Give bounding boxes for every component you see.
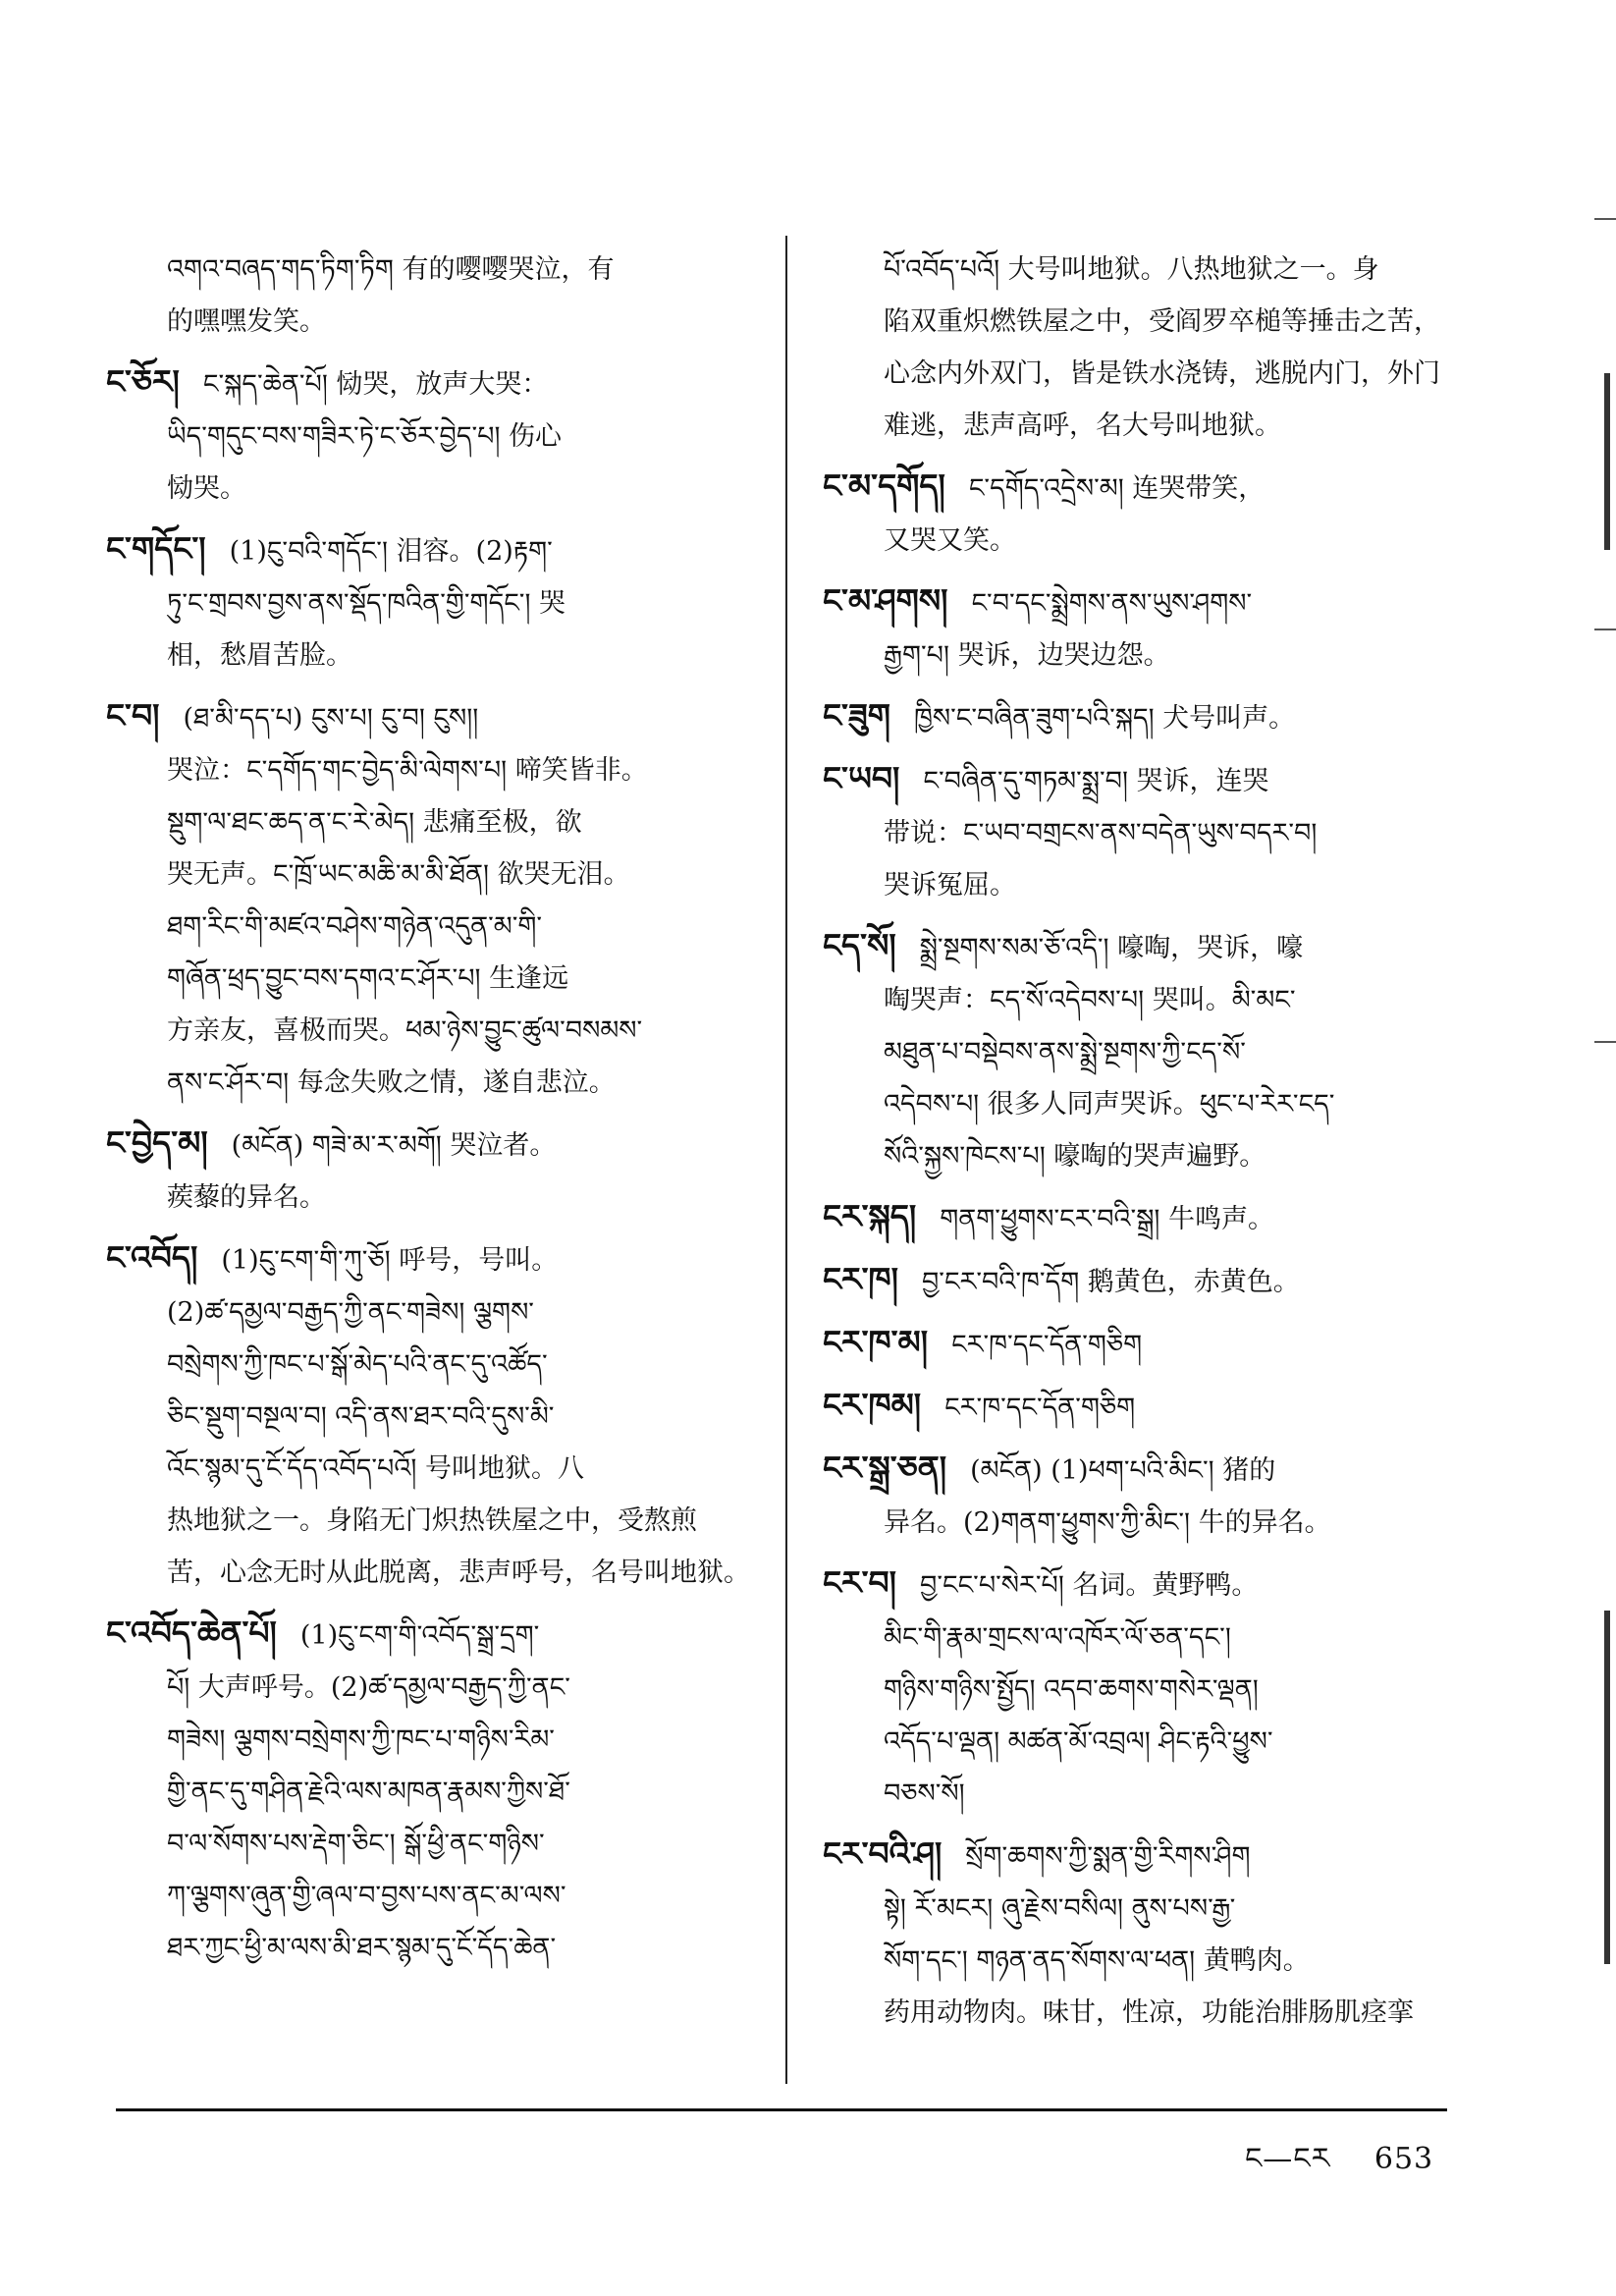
definition-line: བྱ་ངང་པ་སེར་པོ། 名词。黄野鸭。 <box>920 1570 1259 1601</box>
definition-line: གཞོན་ཕྲད་བྱུང་བས་དགའ་ང་ཤོར་པ། 生逢远 <box>167 963 569 994</box>
column-divider <box>785 236 787 2084</box>
definition-line: གནག་ཕྱུགས་ངར་བའི་སྒྲ། 牛鸣声。 <box>940 1204 1275 1234</box>
definition-line: 又哭又笑。 <box>884 525 1016 556</box>
headword: ངར་སྐད། <box>823 1197 917 1235</box>
definition-line: སྨྲེ་སྔགས་སམ་ཅོ་འདི་། 嚎啕，哭诉，嚎 <box>919 933 1304 963</box>
dictionary-entry <box>823 460 1461 567</box>
definition-line: ང་དགོད་འདྲེས་མ། 连哭带笑， <box>968 473 1266 504</box>
dictionary-entry <box>106 1117 754 1224</box>
definition-line: 陷双重炽燃铁屋之中，受阎罗卒槌等捶击之苦， <box>884 306 1440 337</box>
dictionary-entry <box>823 1190 1461 1245</box>
dictionary-entry <box>823 1557 1461 1820</box>
definition-line: མཐུན་པ་བསྡེབས་ནས་སྨྲེ་སྔགས་ཀྱི་ངད་སོ་ <box>884 1037 1246 1067</box>
definition-line: འདེབས་པ། 很多人同声哭诉。ཕུང་པ་རེར་ངད་ <box>884 1089 1335 1120</box>
headword: ང་ཟུག <box>823 696 890 735</box>
dictionary-entry <box>106 244 754 348</box>
definition-line: མིང་གི་རྣམ་གྲངས་ལ་འཁོར་ལོ་ཅན་དང་། <box>884 1622 1231 1653</box>
dictionary-entry <box>823 919 1461 1182</box>
definition-line: གཟེས། ལྕགས་བསྲེགས་ཀྱི་ཁང་པ་གཉིས་རིམ་ <box>167 1724 555 1755</box>
scan-edge-tick <box>1594 629 1616 630</box>
definition-line: སྡུག་ལ་ཐང་ཆད་ན་ང་རེ་མེད། 悲痛至极，欲 <box>167 807 582 838</box>
headword: ང་བ། <box>106 696 160 735</box>
dictionary-entry <box>823 1316 1461 1371</box>
definition-line: ང་བཞིན་དུ་གཏམ་སྨྲ་བ། 哭诉，连哭 <box>923 766 1269 796</box>
definition-line: འདོད་པ་ལྡན། མཚན་མོ་འབྲལ། ཤིང་རྟའི་ཕྱུས་ <box>884 1726 1273 1757</box>
definition-line: 热地狱之一。身陷无门炽热铁屋之中，受熬煎 <box>167 1505 697 1536</box>
definition-line: གཉིས་གཉིས་སྤྱོད། འདབ་ཆགས་གསེར་ལྡན། <box>884 1674 1259 1705</box>
headword: ང་མ་དགོད། <box>823 466 945 505</box>
definition-line: ཐར་ཀྱང་ཕྱི་མ་ལས་མི་ཐར་སྙམ་དུ་ངོ་དོད་ཆེན་ <box>167 1933 557 1963</box>
definition-line: འོང་སྙམ་དུ་ངོ་དོད་འབོད་པའོ། 号叫地狱。八 <box>167 1453 584 1484</box>
definition-line: བ་ལ་སོགས་པས་རྡེག་ཅིང་། སྒོ་ཕྱི་ནང་གཉིས་ <box>167 1829 545 1859</box>
scan-edge-tick <box>1594 218 1616 220</box>
dictionary-entry <box>823 1253 1461 1308</box>
dictionary-entry <box>106 689 754 1109</box>
definition-line: 相，愁眉苦脸。 <box>167 640 352 671</box>
definition-line: ང་སྐད་ཆེན་པོ། 恸哭，放声大哭： <box>202 369 549 400</box>
headword: ང་ཡབ། <box>823 759 900 797</box>
definition-line: (ཐ་མི་དད་པ) ངུས་པ། ངུ་བ། ངུས།། <box>183 703 479 734</box>
definition-line: སྟེ། རོ་མངར། ཞུ་རྗེས་བསིལ། ནུས་པས་རྒྱ་ <box>884 1893 1236 1924</box>
dictionary-entry <box>106 355 754 515</box>
dictionary-entry <box>823 244 1461 452</box>
definition-line: (1)ངུ་ངག་གི་ཀུ་ཅོ། 呼号，号叫。 <box>221 1245 559 1276</box>
dictionary-entry <box>106 1607 754 1974</box>
page-footer <box>1245 2126 1433 2209</box>
definition-line: 啕哭声：ངད་སོ་འདེབས་པ། 哭叫。མི་མང་ <box>884 985 1296 1015</box>
footer-range: ང—ངར <box>1245 2142 1331 2176</box>
definition-line: ངར་ཁ་དང་དོན་གཅིག <box>951 1330 1143 1360</box>
headword: ངར་བ། <box>823 1563 897 1602</box>
definition-line: 心念内外双门，皆是铁水浇铸，逃脱内门，外门 <box>884 358 1440 389</box>
definition-line: ངར་ཁ་དང་དོན་གཅིག <box>944 1393 1136 1423</box>
headword: ངད་སོ། <box>823 926 896 964</box>
headword: ངར་ཁ། <box>823 1260 898 1298</box>
scan-edge-tick <box>1594 1041 1616 1043</box>
definition-line: པོ་འབོད་པའོ། 大号叫地狱。八热地狱之一。身 <box>884 254 1379 285</box>
headword: ངར་ཁ་མ། <box>823 1323 929 1361</box>
headword: ངར་བའི་ཤ། <box>823 1834 943 1873</box>
definition-line: འགའ་བཞད་གད་ཏིག་ཏིག 有的嘤嘤哭泣，有 <box>167 254 615 285</box>
definition-line: 哭诉冤屈。 <box>884 870 1016 901</box>
headword: ང་འབོད། <box>106 1238 198 1277</box>
definition-line: སྲོག་ཆགས་ཀྱི་སྨན་གྱི་རིགས་ཤིག <box>965 1841 1251 1872</box>
definition-line: ནས་ང་ཤོར་བ། 每念失败之情，遂自悲泣。 <box>167 1067 616 1098</box>
definition-line: བྱ་ངར་བའི་ཁ་དོག 鹅黄色，赤黄色。 <box>921 1267 1300 1297</box>
dictionary-entry <box>823 689 1461 744</box>
definition-line: 方亲友，喜极而哭。ཕམ་ཉེས་བྱུང་ཚུལ་བསམས་ <box>167 1015 643 1046</box>
scan-edge-mark <box>1604 373 1610 550</box>
definition-line: ཐག་རིང་གི་མཛའ་བཤེས་གཉེན་འདུན་མ་གི་ <box>167 911 543 942</box>
page-number: 653 <box>1374 2142 1434 2176</box>
dictionary-entry <box>823 1379 1461 1434</box>
definition-line: 难逃，悲声高呼，名大号叫地狱。 <box>884 410 1281 441</box>
definition-line: 蒺藜的异名。 <box>167 1182 326 1213</box>
headword: ངར་སྒྲ་ཅན། <box>823 1449 947 1487</box>
definition-line: (མངོན) གཟེ་མ་ར་མགོ། 哭泣者。 <box>231 1130 557 1161</box>
definition-line: པོ། 大声呼号。(2)ཚ་དམྱལ་བརྒྱད་ཀྱི་ནང་ <box>167 1672 570 1703</box>
left-column <box>106 244 754 1982</box>
definition-line: ཅིང་སྡུག་བསྔལ་བ། འདི་ནས་ཐར་བའི་དུས་མི་ <box>167 1401 555 1432</box>
definition-line: (2)ཚ་དམྱལ་བརྒྱད་ཀྱི་ནང་གཟེས། ལྕགས་ <box>167 1297 534 1328</box>
definition-line: གྱི་ནང་དུ་གཤིན་རྗེའི་ལས་མཁན་རྣམས་ཀྱིས་ཐོ་ <box>167 1777 570 1807</box>
headword: ང་ཅོར། <box>106 362 180 401</box>
definition-line: རྒྱག་པ། 哭诉，边哭边怨。 <box>884 640 1170 671</box>
dictionary-entry <box>823 752 1461 911</box>
definition-line: བཅས་སོ། <box>884 1778 965 1809</box>
headword: ང་མ་ཤགས། <box>823 581 948 620</box>
scan-edge-mark <box>1604 1611 1610 1964</box>
definition-line: ཏུ་ང་གྲབས་བྱས་ནས་སྡོད་ཁའིན་གྱི་གདོང་། 哭 <box>167 588 566 619</box>
definition-line: 带说：ང་ཡབ་བགྲངས་ནས་བདེན་ཡུས་བདར་བ། <box>884 818 1318 848</box>
definition-line: སོའི་སྐྱས་ཁེངས་པ། 嚎啕的哭声遍野。 <box>884 1141 1266 1172</box>
definition-line: ང་བ་དང་སྨྲེགས་ནས་ཡུས་ཤགས་ <box>971 588 1253 619</box>
dictionary-entry <box>823 574 1461 682</box>
definition-line: བསྲེགས་ཀྱི་ཁང་པ་སྒོ་མེད་པའི་ནང་དུ་འཚོད་ <box>167 1349 548 1380</box>
definition-line: ཡིད་གདུང་བས་གཟིར་ཏེ་ང་ཅོར་བྱེད་པ། 伤心 <box>167 421 563 452</box>
definition-line: (མངོན) (1)ཕག་པའི་མིང་། 猪的 <box>970 1455 1276 1486</box>
dictionary-entry <box>106 522 754 682</box>
dictionary-entry <box>823 1828 1461 2039</box>
definition-line: སོག་དང་། གཉན་ནད་སོགས་ལ་ཕན། 黄鸭肉。 <box>884 1945 1310 1976</box>
definition-line: 药用动物肉。味甘，性凉，功能治腓肠肌痉挛 <box>884 1997 1414 2028</box>
dictionary-entry <box>823 1442 1461 1549</box>
definition-line: 苦，心念无时从此脱离，悲声呼号，名号叫地狱。 <box>167 1558 750 1588</box>
definition-line: ཀ་ལྕགས་ཞུན་གྱི་ཞལ་བ་བྱས་པས་ནང་མ་ལས་ <box>167 1881 566 1911</box>
definition-line: 哭泣：ང་དགོད་གང་བྱེད་མི་ལེགས་པ། 啼笑皆非。 <box>167 755 648 786</box>
headword: ངར་ཁམ། <box>823 1386 922 1424</box>
definition-line: (1)ངུ་ངག་གི་འབོད་སྒྲ་དྲག་ <box>299 1620 540 1651</box>
definition-line: 恸哭。 <box>167 473 246 504</box>
definition-line: 异名。(2)གནག་ཕྱུགས་ཀྱི་མིང་། 牛的异名。 <box>884 1507 1331 1538</box>
definition-line: 哭无声。ང་ཁྲོ་ཡང་མཆི་མ་མི་ཐོན། 欲哭无泪。 <box>167 859 630 890</box>
headword: ང་བྱེད་མ། <box>106 1123 208 1162</box>
footer-rule <box>116 2108 1447 2111</box>
headword: ང་གདོང་། <box>106 529 206 568</box>
definition-line: ཁྱིས་ང་བཞིན་ཟུག་པའི་སྐད། 犬号叫声。 <box>913 703 1296 734</box>
dictionary-entry <box>106 1231 754 1599</box>
definition-line: 的嘿嘿发笑。 <box>167 306 326 337</box>
headword: ང་འབོད་ཆེན་པོ། <box>106 1613 277 1652</box>
definition-line: (1)ངུ་བའི་གདོང་། 泪容。(2)རྟག་ <box>229 536 553 567</box>
right-column <box>823 244 1461 2047</box>
